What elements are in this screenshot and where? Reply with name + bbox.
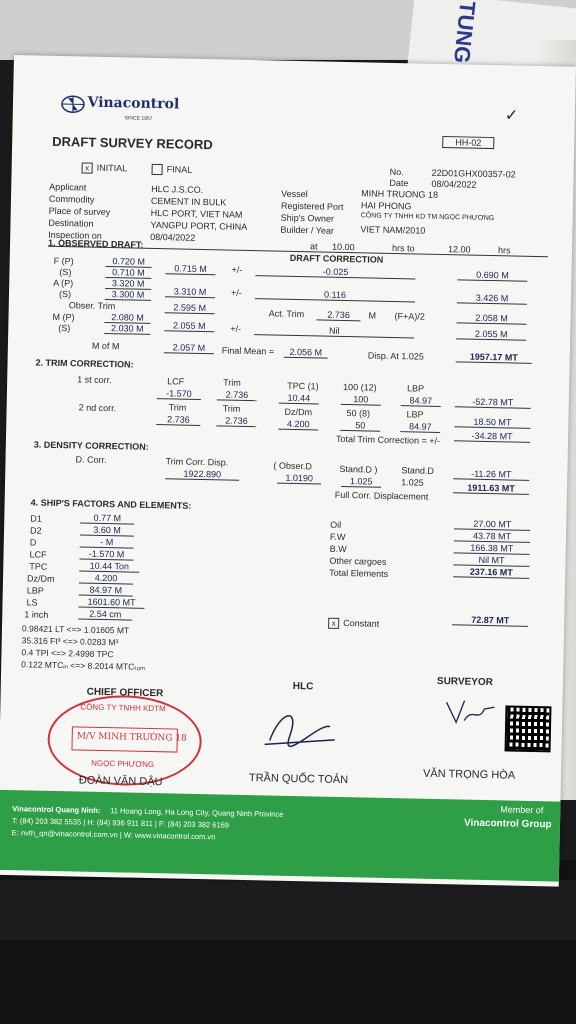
v-lbp: 84.97 bbox=[401, 395, 441, 407]
d1-label: D1 bbox=[30, 513, 42, 524]
a-corrected: 3.426 M bbox=[457, 292, 527, 304]
d-label: D bbox=[29, 537, 37, 548]
dcorr-label: D. Corr. bbox=[75, 454, 107, 466]
destination-value: YANGPU PORT, CHINA bbox=[150, 219, 248, 232]
conversion-3: 0.4 TPI <=> 2.4998 TPC bbox=[21, 647, 114, 660]
as-value: 3.300 M bbox=[105, 289, 151, 301]
chief-officer-name: ĐOÀN VĂN DẬU bbox=[78, 774, 163, 789]
office-phone: T: (84) 203 382 5535 | H: (84) 936 911 811 | F: (84) 203 382 6169 bbox=[11, 816, 230, 830]
at-label: at bbox=[309, 241, 318, 252]
v-100: 100 bbox=[341, 394, 381, 406]
total-trim-value: -34.28 MT bbox=[454, 430, 530, 443]
obser-trim-value: 2.595 M bbox=[165, 302, 215, 314]
applicant-label: Applicant bbox=[49, 181, 87, 193]
at-value: 10.00 bbox=[331, 241, 355, 253]
first-corr-result: -52.78 MT bbox=[455, 396, 531, 409]
office-name: Vinacontrol Quang Ninh: bbox=[12, 804, 101, 815]
mp-label: M (P) bbox=[52, 311, 75, 323]
stamp-middle-text: M/V MINH TRƯỜNG 18 bbox=[76, 731, 187, 744]
lbp-value: 84.97 M bbox=[79, 584, 133, 596]
constant-label: Constant bbox=[343, 618, 380, 629]
mofm-value: 2.057 M bbox=[164, 342, 214, 354]
office-address: 11 Hoang Long, Ha Long City, Quang Ninh Province bbox=[110, 806, 284, 819]
f-plusminus: +/- bbox=[231, 264, 243, 275]
obser-d-label: ( Obser.D bbox=[273, 460, 313, 472]
initial-label: INITIAL bbox=[96, 162, 128, 174]
h-tpc: TPC (1) bbox=[287, 380, 319, 392]
destination-label: Destination bbox=[48, 217, 94, 229]
group-name: Vinacontrol Group bbox=[463, 817, 552, 831]
ap-label: A (P) bbox=[53, 277, 74, 289]
density-result: -11.26 MT bbox=[453, 468, 529, 481]
chief-officer-title: CHIEF OFFICER bbox=[86, 686, 164, 700]
hlc-name: TRẦN QUỐC TOẢN bbox=[248, 772, 349, 787]
first-corr-label: 1 st corr. bbox=[77, 374, 112, 386]
dzdm-label: Dz/Dm bbox=[26, 573, 55, 584]
footer bbox=[0, 790, 560, 882]
standd-value: 1.025 bbox=[401, 477, 424, 488]
oil-label: Oil bbox=[330, 519, 342, 530]
h2-trim2: Trim bbox=[222, 403, 241, 414]
builder-label: Builder / Year bbox=[280, 224, 335, 236]
fw-value: 43.78 MT bbox=[454, 530, 530, 543]
inspection-label: Inspection on bbox=[48, 229, 102, 241]
final-checkbox[interactable] bbox=[152, 164, 163, 175]
fs-label: (S) bbox=[59, 267, 72, 278]
constant-checkbox[interactable]: x bbox=[328, 618, 339, 629]
total-elements-value: 237.16 MT bbox=[453, 566, 529, 579]
tpc-value: 10.44 Ton bbox=[79, 560, 139, 572]
corner-text: TUNG bbox=[449, 0, 481, 65]
stamp-center-box bbox=[71, 726, 187, 752]
date-value: 08/04/2022 bbox=[431, 178, 477, 190]
f-mean-value: 0.715 M bbox=[165, 263, 215, 275]
fa2-label: (F+A)/2 bbox=[394, 311, 425, 322]
ls-value: 1601.60 MT bbox=[78, 596, 144, 608]
m-corrected: 2.055 M bbox=[456, 328, 526, 340]
vessel-value: MINH TRUONG 18 bbox=[361, 188, 439, 200]
tcd-label: Trim Corr. Disp. bbox=[165, 456, 229, 468]
owner-label: Ship's Owner bbox=[280, 212, 334, 224]
v2-dz: 4.200 bbox=[278, 419, 318, 431]
inch-label: 1 inch bbox=[24, 609, 49, 620]
lcf-value: -1.570 M bbox=[79, 548, 133, 560]
stamp-top-text: CÔNG TY TNHH KDTM bbox=[80, 702, 166, 714]
other-cargoes-label: Other cargoes bbox=[329, 555, 387, 567]
m-plusminus: +/- bbox=[230, 323, 242, 334]
second-corr-result: 18.50 MT bbox=[454, 416, 530, 429]
page-title: DRAFT SURVEY RECORD bbox=[52, 133, 213, 153]
ship-stamp bbox=[47, 694, 203, 787]
surveyor-title: SURVEYOR bbox=[436, 675, 494, 689]
vessel-label: Vessel bbox=[281, 188, 308, 200]
no-value: 22D01GHX00357-02 bbox=[431, 167, 516, 180]
f-correction: -0.025 bbox=[255, 265, 415, 279]
commodity-value: CEMENT IN BULK bbox=[150, 195, 227, 208]
port-label: Registered Port bbox=[280, 200, 344, 212]
ms-value: 2.030 M bbox=[104, 323, 150, 335]
initial-checkbox[interactable]: x bbox=[82, 163, 93, 174]
act-trim-value: 2.736 bbox=[317, 309, 361, 321]
hlc-signature bbox=[259, 700, 340, 752]
other-cargoes-value: Nil MT bbox=[453, 554, 529, 567]
builder-value: VIET NAM/2010 bbox=[360, 224, 426, 236]
place-label: Place of survey bbox=[48, 205, 111, 218]
h-lbp: LBP bbox=[407, 383, 425, 394]
fp-value: 0.720 M bbox=[106, 256, 152, 268]
v2-50: 50 bbox=[340, 420, 380, 432]
to-value: 12.00 bbox=[447, 244, 471, 255]
hlc-title: HLC bbox=[292, 680, 314, 693]
hrs-label: hrs bbox=[497, 245, 511, 256]
h2-trim: Trim bbox=[168, 402, 187, 413]
ms-label: (S) bbox=[58, 322, 71, 334]
observed-draft-title: 1. OBSERVED DRAFT: bbox=[47, 237, 144, 250]
draft-correction-title: DRAFT CORRECTION bbox=[289, 252, 384, 265]
v-trim: 2.736 bbox=[217, 389, 257, 401]
logo bbox=[61, 94, 180, 115]
member-label: Member of bbox=[500, 804, 544, 816]
surveyor-name: VĂN TRỌNG HÒA bbox=[422, 767, 516, 782]
a-plusminus: +/- bbox=[230, 287, 242, 298]
total-elements-label: Total Elements bbox=[329, 567, 389, 579]
h-trim: Trim bbox=[223, 377, 241, 388]
inspection-value: 08/04/2022 bbox=[150, 231, 196, 243]
conversion-4: 0.122 MTCᵢₙ <=> 8.2014 MTCₜₒₘ bbox=[21, 659, 146, 672]
as-label: (S) bbox=[58, 288, 72, 300]
logo-name: Vinacontrol bbox=[87, 94, 180, 113]
constant-option[interactable] bbox=[328, 618, 379, 630]
logo-globe-icon bbox=[61, 95, 85, 113]
v2-trim2: 2.736 bbox=[216, 415, 256, 427]
full-corr-label: Full Corr. Displacement bbox=[334, 489, 429, 502]
obser-d-value: 1.0190 bbox=[277, 473, 321, 485]
conversion-2: 35.316 Ft³ <=> 0.0283 M³ bbox=[21, 635, 119, 648]
disp-label: Disp. At 1.025 bbox=[367, 350, 424, 362]
stand-d-label: Stand.D ) bbox=[339, 463, 378, 475]
a-correction: 0.116 bbox=[255, 288, 415, 302]
check-mark-icon: ✓ bbox=[504, 107, 519, 125]
applicant-value: HLC J.S.CO. bbox=[151, 183, 204, 195]
background-fold bbox=[0, 880, 576, 940]
full-corr-value: 1911.63 MT bbox=[453, 482, 529, 495]
fw-label: F.W bbox=[329, 531, 346, 543]
v2-trim: 2.736 bbox=[156, 414, 200, 426]
disp-value: 1957.17 MT bbox=[456, 351, 532, 364]
ships-factors-title: 4. SHIP'S FACTORS AND ELEMENTS: bbox=[30, 497, 192, 511]
a-mean-value: 3.310 M bbox=[165, 286, 215, 298]
d2-label: D2 bbox=[29, 525, 42, 536]
oil-value: 27.00 MT bbox=[454, 518, 530, 531]
f-corrected: 0.690 M bbox=[457, 269, 527, 281]
d-value: - M bbox=[80, 536, 134, 548]
final-mean-value: 2.056 M bbox=[284, 347, 328, 359]
tpc-label: TPC bbox=[29, 561, 48, 572]
h-lcf: LCF bbox=[167, 376, 185, 387]
mp-value: 2.080 M bbox=[104, 312, 150, 324]
inch-value: 2.54 cm bbox=[78, 608, 132, 620]
total-trim-label: Total Trim Correction = +/- bbox=[335, 433, 441, 447]
stamp-bottom-text: NGỌC PHƯƠNG bbox=[91, 758, 155, 770]
fa2-value: 2.058 M bbox=[456, 312, 526, 324]
fs-value: 0.710 M bbox=[105, 267, 151, 279]
lbp-label: LBP bbox=[26, 585, 44, 596]
v2-lbp: 84.97 bbox=[400, 421, 440, 433]
final-label: FINAL bbox=[166, 164, 193, 175]
h2-lbp: LBP bbox=[406, 409, 424, 420]
conversion-1: 0.98421 LT <=> 1.01605 MT bbox=[21, 623, 130, 636]
tcd-value: 1922.890 bbox=[165, 468, 239, 481]
final-option[interactable] bbox=[152, 164, 193, 176]
owner-value: CÔNG TY TNHH KD TM NGỌC PHƯƠNG bbox=[360, 212, 495, 223]
h2-50: 50 (8) bbox=[346, 408, 371, 419]
constant-value: 72.87 MT bbox=[452, 614, 528, 627]
ap-value: 3.320 M bbox=[105, 278, 151, 290]
lcf-label: LCF bbox=[29, 549, 47, 560]
port-value: HAI PHONG bbox=[360, 200, 412, 212]
m-correction: Nil bbox=[254, 324, 414, 338]
bw-label: B.W bbox=[329, 543, 347, 555]
surveyor-signature bbox=[440, 692, 501, 733]
v-tpc: 10.44 bbox=[279, 393, 319, 405]
fp-label: F (P) bbox=[53, 255, 74, 267]
d1-value: 0.77 M bbox=[80, 512, 134, 524]
act-trim-unit: M bbox=[368, 310, 377, 321]
bw-value: 166.38 MT bbox=[454, 542, 530, 555]
hrs-to-label: hrs to bbox=[391, 242, 415, 254]
ref-box: HH-02 bbox=[442, 136, 494, 149]
logo-since: SINCE 1957 bbox=[124, 115, 153, 122]
act-trim-label: Act. Trim bbox=[268, 308, 305, 320]
v-lcf: -1.570 bbox=[157, 388, 201, 400]
trim-correction-title: 2. TRIM CORRECTION: bbox=[35, 357, 134, 370]
second-corr-label: 2 nd corr. bbox=[78, 402, 117, 414]
commodity-label: Commodity bbox=[48, 193, 95, 205]
final-mean-label: Final Mean = bbox=[221, 345, 275, 357]
standd-label: Stand.D bbox=[401, 465, 435, 476]
draft-survey-document bbox=[0, 55, 576, 887]
ls-label: LS bbox=[26, 597, 38, 608]
date-label: Date bbox=[389, 177, 409, 189]
h-100: 100 (12) bbox=[343, 381, 377, 393]
h2-dz: Dz/Dm bbox=[284, 406, 313, 418]
stand-d-value: 1.025 bbox=[341, 476, 381, 488]
no-label: No. bbox=[389, 166, 404, 178]
m-mean-value: 2.055 M bbox=[164, 320, 214, 332]
density-correction-title: 3. DENSITY CORRECTION: bbox=[33, 439, 149, 452]
initial-option[interactable] bbox=[82, 162, 128, 174]
obser-trim-label: Obser. Trim bbox=[68, 300, 116, 312]
dzdm-value: 4.200 bbox=[79, 572, 133, 584]
office-email[interactable]: E: nvth_qn@vinacontrol.com.vn | W: www.vinacontrol.com.vn bbox=[11, 828, 216, 842]
d2-value: 3.60 M bbox=[80, 524, 134, 536]
mofm-label: M of M bbox=[91, 340, 120, 352]
qr-code bbox=[505, 705, 552, 752]
place-value: HLC PORT, VIET NAM bbox=[150, 207, 243, 220]
